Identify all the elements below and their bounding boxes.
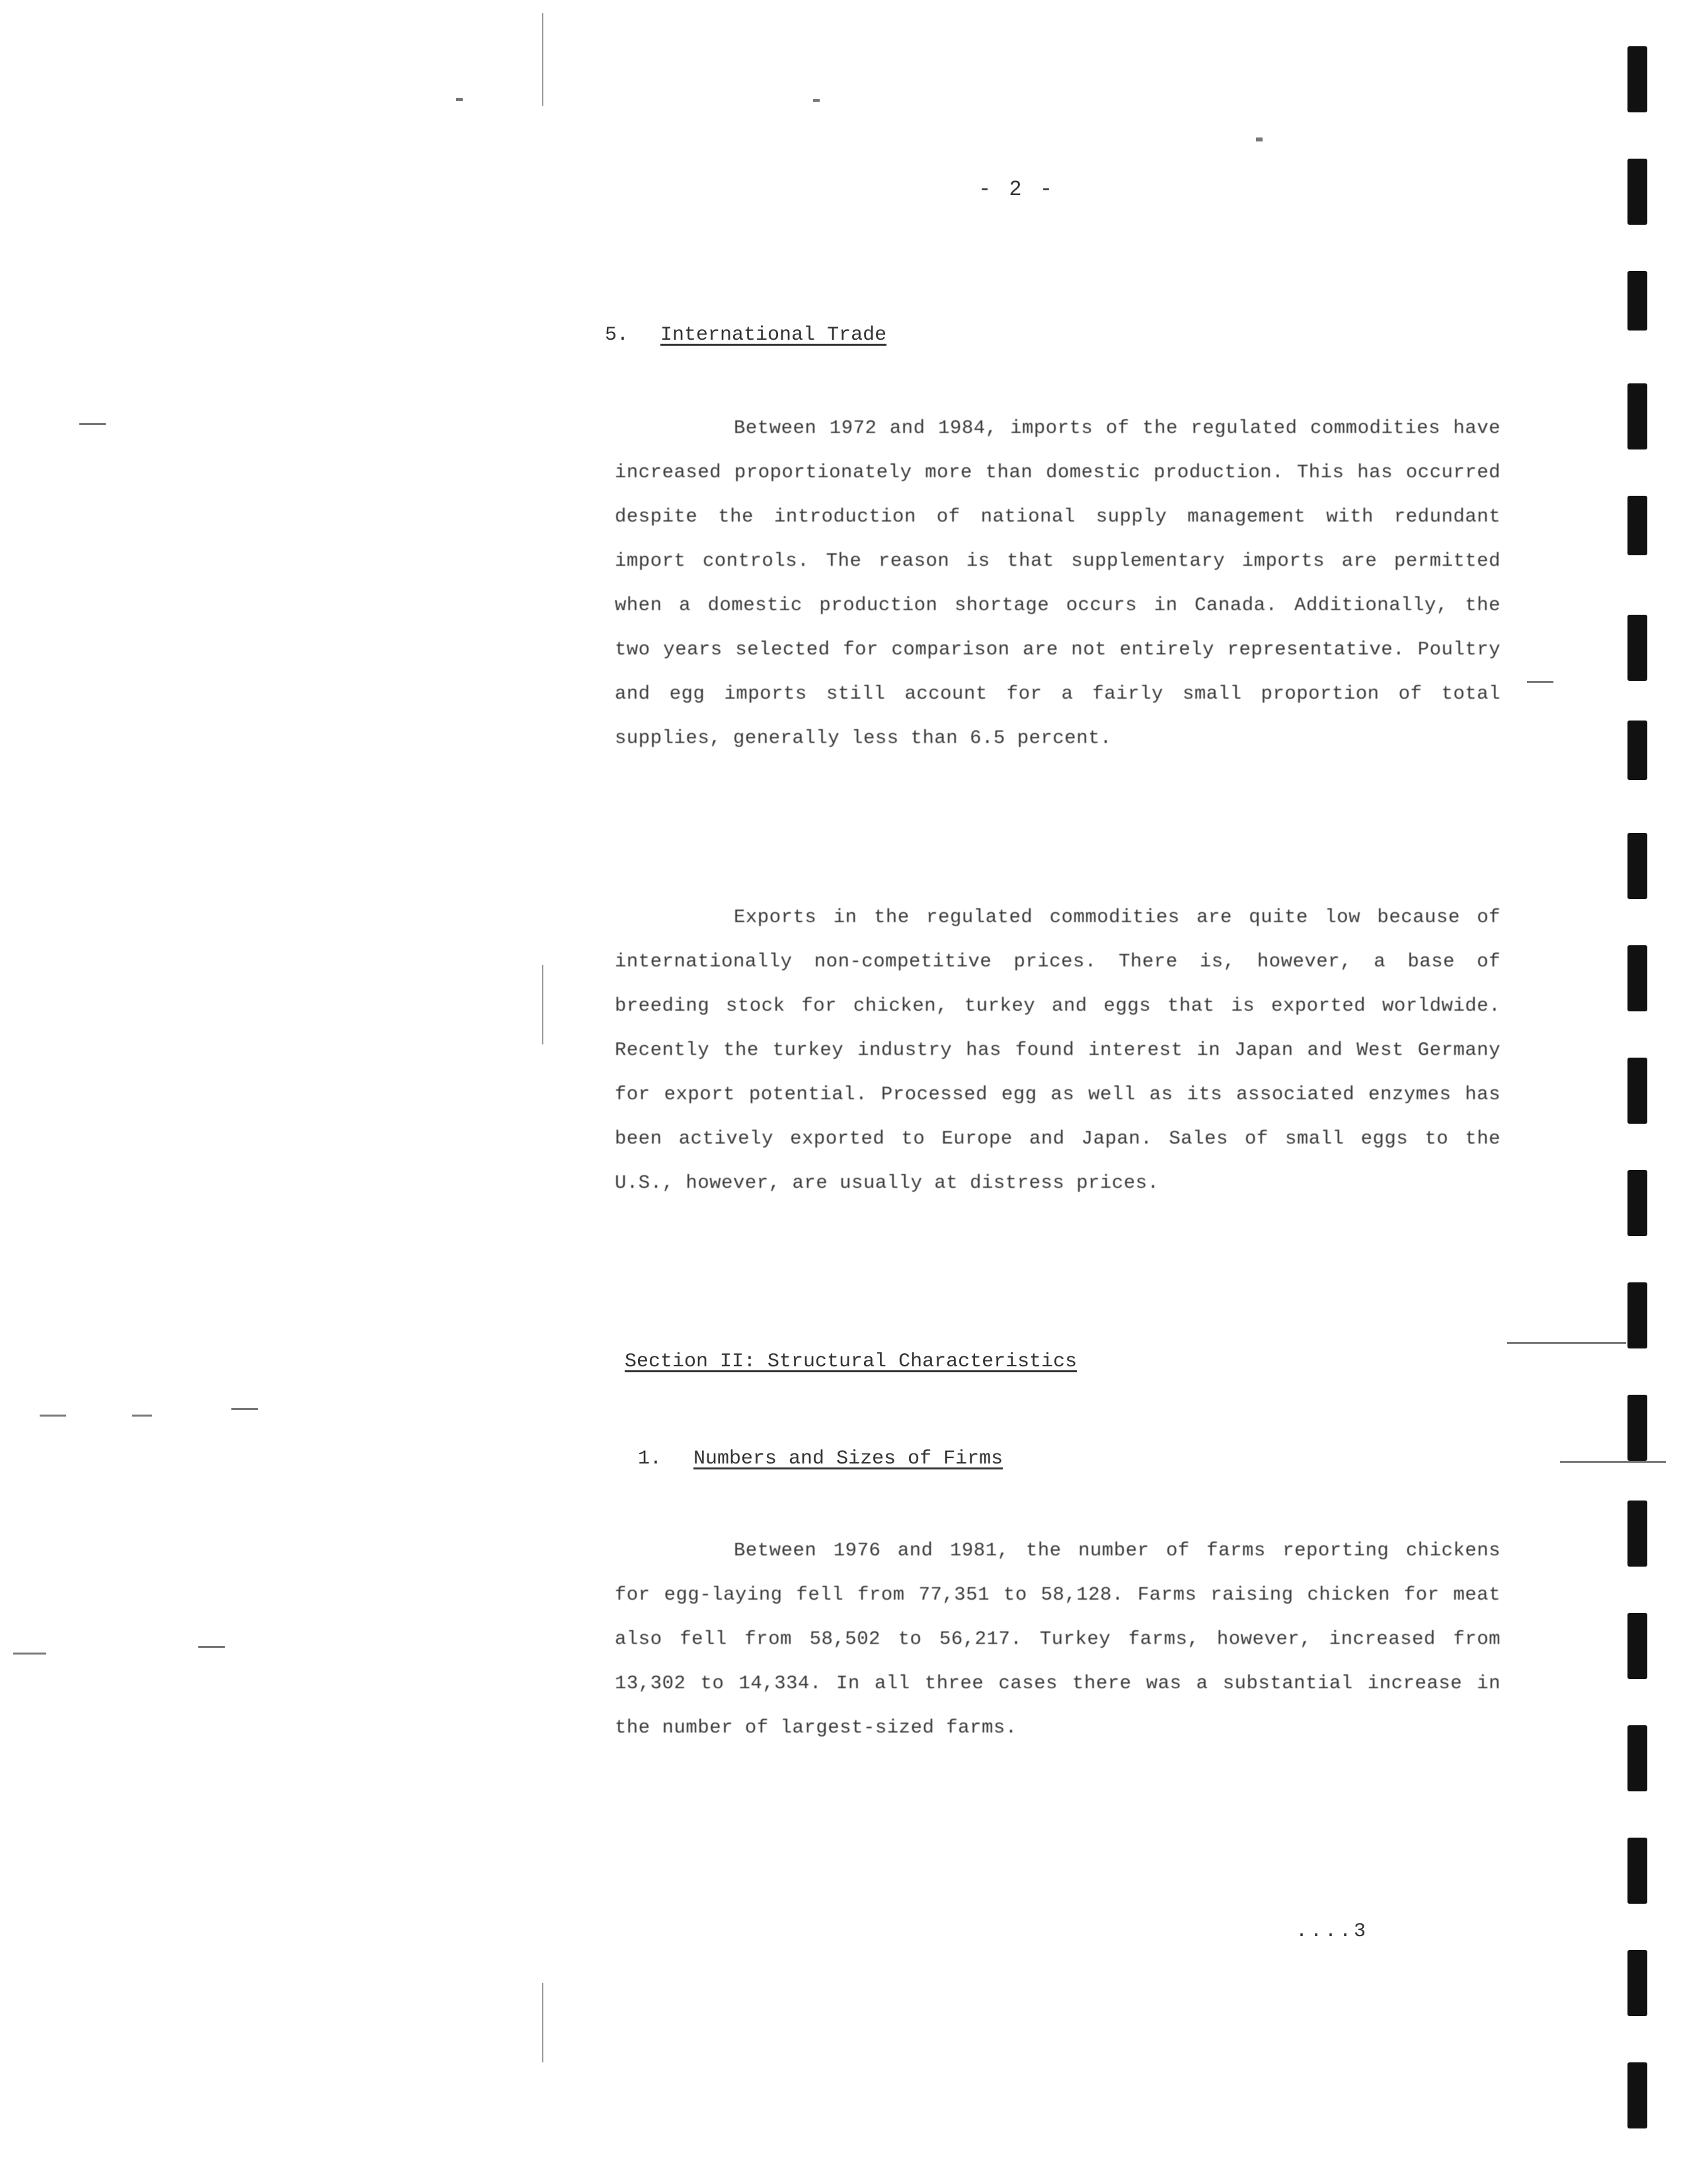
scan-speck [1507, 1342, 1626, 1344]
binding-hole [1627, 2062, 1647, 2128]
section-heading-structural [625, 1350, 1077, 1373]
scan-speck [813, 99, 820, 102]
binding-hole [1627, 833, 1647, 899]
binding-hole [1627, 721, 1647, 780]
scan-speck [132, 1415, 152, 1417]
binding-hole [1627, 1613, 1647, 1679]
binding-hole [1627, 383, 1647, 449]
paragraph-exports: Exports in the regulated commodities are quite low because of internationally non-competitive prices. There is, however, a base of breeding stock for chicken, turkey and eggs that is exported worldwide. Recently the turkey industry has found interest in Japan and West Germany for export potential. Processed egg as well as its associated enzymes has been actively exported to Europe and Japan. Sales of small eggs to the U.S., however, are usually at distress prices. [615, 906, 1501, 1194]
binding-hole [1627, 945, 1647, 1011]
scan-speck [40, 1415, 66, 1417]
scan-speck [1560, 1461, 1666, 1463]
section-number: 5. [605, 324, 629, 346]
scan-artifact-line [542, 13, 543, 106]
paragraph-farms: Between 1976 and 1981, the number of farms reporting chickens for egg-laying fell from 77,351 to 58,128. Farms raising chicken for meat also fell from 58,502 to 56,217. Turkey farms, however, increased from 13,302 to 14,334. In all three cases there was a substantial increase in the number of largest-sized farms. [615, 1540, 1501, 1738]
continuation-marker: ....3 [1296, 1920, 1369, 1943]
paragraph-imports: Between 1972 and 1984, imports of the regulated commodities have increased proportionately more than domestic production. This has occurred despite the introduction of national supply management with redundant import controls. The reason is that supplementary imports are permitted when a domestic production shortage occurs in Canada. Additionally, the two years selected for comparison are not entirely representative. Poultry and egg imports still account for a fairly small proportion of total supplies, generally less than 6.5 percent. [615, 417, 1501, 749]
scan-speck [198, 1646, 225, 1648]
section-heading-numbers-sizes [638, 1448, 1003, 1470]
scan-artifact-line [542, 965, 543, 1044]
page-number: - 2 - [978, 177, 1056, 202]
binding-hole [1627, 1282, 1647, 1348]
binding-hole [1627, 1170, 1647, 1236]
scan-speck [79, 423, 106, 425]
binding-hole [1627, 159, 1647, 225]
binding-hole [1627, 271, 1647, 331]
scan-speck [1256, 137, 1263, 141]
section-heading-international-trade [605, 324, 886, 346]
binding-hole [1627, 496, 1647, 555]
scan-speck [13, 1653, 46, 1655]
binding-hole [1627, 1725, 1647, 1791]
binding-hole [1627, 615, 1647, 681]
scan-speck [456, 98, 463, 101]
binding-hole [1627, 1950, 1647, 2016]
scan-artifact-line [542, 1983, 543, 2062]
section-title: Numbers and Sizes of Firms [693, 1448, 1003, 1470]
binding-hole [1627, 1058, 1647, 1124]
binding-hole [1627, 1501, 1647, 1567]
section-title: International Trade [660, 324, 887, 346]
section-number: 1. [638, 1448, 662, 1470]
section-title: Section II: Structural Characteristics [625, 1350, 1077, 1373]
binding-hole [1627, 1395, 1647, 1461]
scan-speck [231, 1408, 258, 1410]
binding-hole [1627, 46, 1647, 112]
scan-speck [1527, 681, 1553, 683]
binding-hole [1627, 1838, 1647, 1904]
